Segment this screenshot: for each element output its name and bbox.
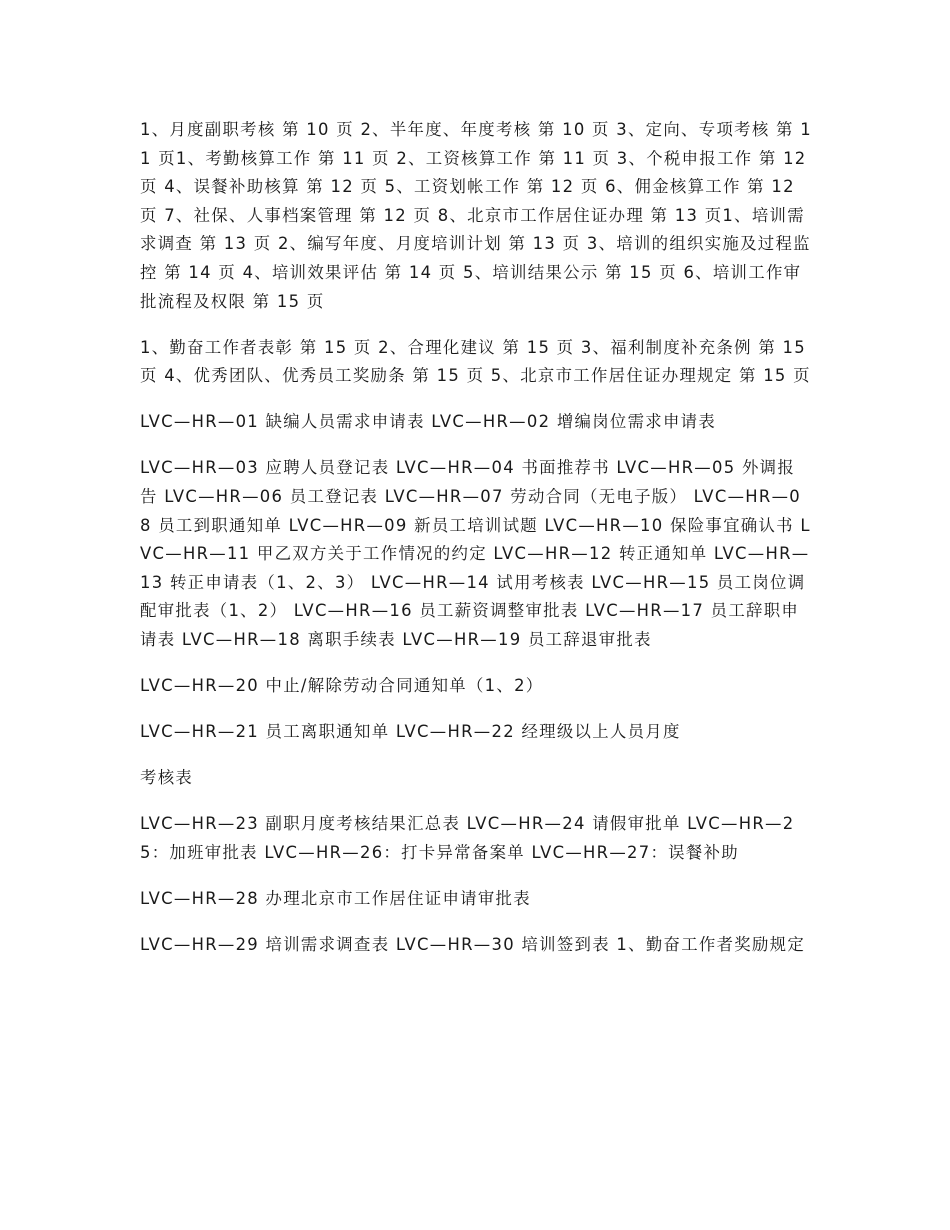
paragraph-forms-23-27: LVC—HR—23 副职月度考核结果汇总表 LVC—HR—24 请假审批单 LVC—HR—25：加班审批表 LVC—HR—26：打卡异常备案单 LVC—HR—27：误餐补助 (140, 814, 795, 862)
paragraph-forms-03-19: LVC—HR—03 应聘人员登记表 LVC—HR—04 书面推荐书 LVC—HR—05 外调报告 LVC—HR—06 员工登记表 LVC—HR—07 劳动合同（无电子版） LVC—HR—08 员工到职通知单 LVC—HR—09 新员工培训试题 LVC—HR—10 保险事宜确认书 LVC—HR—11 甲乙双方关于工作情况的约定 LVC—HR—12 转正通知单 LVC—HR—13 转正申请表（1、2、3） LVC—HR—14 试用考核表 LVC—HR—15 员工岗位调配审批表（1、2） LVC—HR—16 员工薪资调整审批表 LVC—HR—17 员工辞职申请表 LVC—HR—18 离职手续表 LVC—HR—19 员工辞退审批表 (140, 458, 811, 649)
paragraph-toc-rewards: 1、勤奋工作者表彰 第 15 页 2、合理化建议 第 15 页 3、福利制度补充条例 第 15 页 4、优秀团队、优秀员工奖励条 第 15 页 5、北京市工作居住证办理规定 第 15 页 (140, 337, 811, 386)
paragraph-forms-01-02: LVC—HR—01 缺编人员需求申请表 LVC—HR—02 增编岗位需求申请表 (140, 412, 717, 432)
paragraph-forms-29-30: LVC—HR—29 培训需求调查表 LVC—HR—30 培训签到表 1、勤奋工作者奖励规定 (140, 935, 806, 955)
paragraph-forms-21-22: LVC—HR—21 员工离职通知单 LVC—HR—22 经理级以上人员月度 (140, 722, 681, 742)
paragraph-form-22-continued: 考核表 (140, 768, 194, 788)
paragraph-toc-assessment-payroll-training: 1、月度副职考核 第 10 页 2、半年度、年度考核 第 10 页 3、定向、专项考核 第 11 页1、考勤核算工作 第 11 页 2、工资核算工作 第 11 页 3、个税申报工作 第 12 页 4、误餐补助核算 第 12 页 5、工资划帐工作 第 12 页 6、佣金核算工作 第 12 页 7、社保、人事档案管理 第 12 页 8、北京市工作居住证办理 第 13 页1、培训需求调查 第 13 页 2、编写年度、月度培训计划 第 13 页 3、培训的组织实施及过程监控 第 14 页 4、培训效果评估 第 14 页 5、培训结果公示 第 15 页 6、培训工作审批流程及权限 第 15 页 (140, 120, 812, 311)
paragraph-form-28: LVC—HR—28 办理北京市工作居住证申请审批表 (140, 889, 531, 909)
paragraph-form-20: LVC—HR—20 中止/解除劳动合同通知单（1、2） (140, 676, 544, 696)
document-page (140, 116, 812, 977)
